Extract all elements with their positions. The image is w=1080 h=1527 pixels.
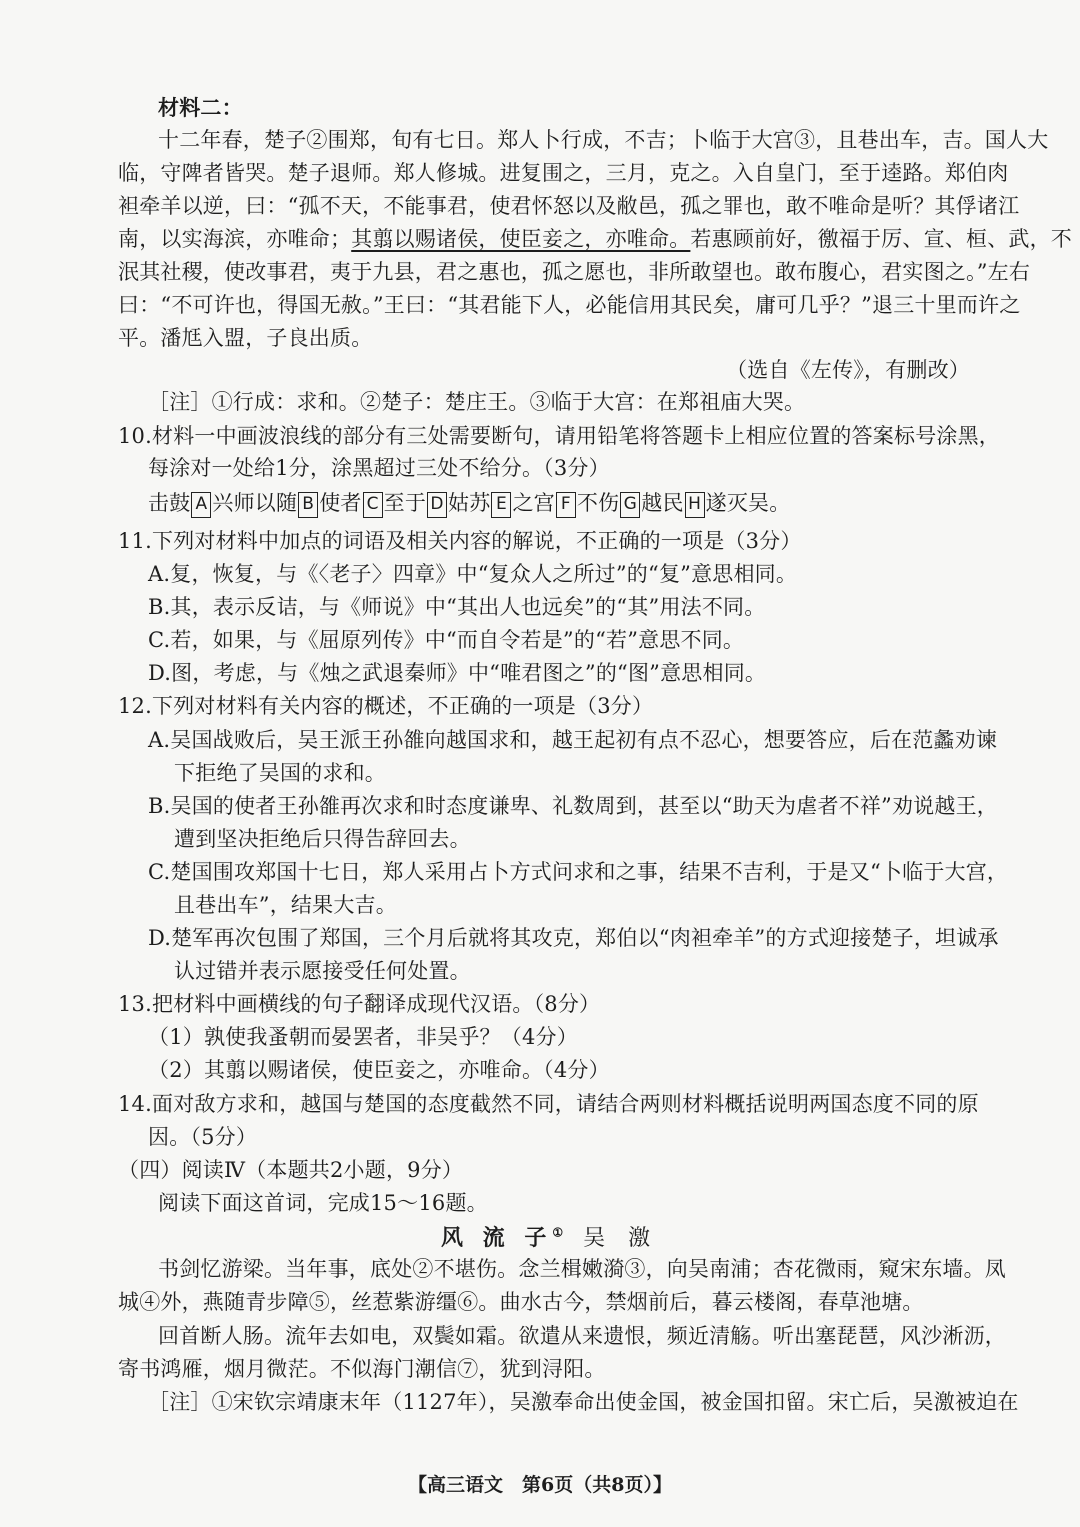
q10-label-box: D bbox=[427, 492, 447, 518]
material2-line-4-a: 南，以实海滨，亦唯命； bbox=[118, 227, 352, 251]
material2-heading: 材料二： bbox=[158, 95, 243, 120]
q13-stem: 13.把材料中画横线的句子翻译成现代汉语。（8分） bbox=[118, 992, 601, 1016]
q10-segment: 之宫 bbox=[512, 491, 555, 515]
poem-line-1: 书剑忆游梁。当年事，底处②不堪伤。念兰楫嫩漪③，向吴南浦；杏花微雨，窥宋东墙。凤 bbox=[158, 1257, 1006, 1281]
q10-label-box: F bbox=[556, 492, 576, 518]
material2-line-4-b: 若惠顾前好，徼福于厉、宣、桓、武，不 bbox=[690, 227, 1073, 251]
q12-option-b-1: B.吴国的使者王孙雒再次求和时态度谦卑、礼数周到，甚至以“助天为虐者不祥”劝说越王， bbox=[148, 794, 998, 818]
poem-line-2: 城④外，燕随青步障⑤，丝惹紫游缰⑥。曲水古今，禁烟前后，暮云楼阁，春草池塘。 bbox=[118, 1290, 924, 1314]
poem-line-3: 回首断人肠。流年去如电，双鬓如霜。欲遣从来遗恨，频近清觞。听出塞琵琶，风沙淅沥， bbox=[158, 1324, 1006, 1348]
q10-stem-1: 10.材料一中画波浪线的部分有三处需要断句，请用铅笔将答题卡上相应位置的答案标号涂黑， bbox=[118, 424, 1000, 448]
section4-heading: （四）阅读Ⅳ（本题共2小题，9分） bbox=[118, 1158, 464, 1182]
q11-option-b: B.其，表示反诘，与《师说》中“其出人也远矣”的“其”用法不同。 bbox=[148, 595, 766, 619]
poem-title bbox=[441, 1222, 658, 1254]
q10-segment: 使者 bbox=[319, 491, 362, 515]
material2-line-7: 平。潘尪入盟，子良出质。 bbox=[118, 326, 373, 350]
material2-line-5: 泯其社稷，使改事君，夷于九县，君之惠也，孤之愿也，非所敢望也。敢布腹心，君实图之。”左右 bbox=[118, 260, 1031, 284]
poem-title-note: ① bbox=[552, 1225, 570, 1240]
q13-sentence-1: （1）孰使我蚤朝而晏罢者，非吴乎？（4分） bbox=[148, 1025, 578, 1049]
q10-segment: 越民 bbox=[641, 491, 684, 515]
q12-option-c-2: 且巷出车”，结果大吉。 bbox=[174, 893, 397, 917]
q13-sentence-2: （2）其翦以赐诸侯，使臣妾之，亦唯命。（4分） bbox=[148, 1058, 610, 1082]
q10-label-box: C bbox=[363, 492, 383, 518]
q12-option-a-1: A.吴国战败后，吴王派王孙雒向越国求和，越王起初有点不忍心，想要答应，后在范蠡劝谏 bbox=[148, 728, 998, 752]
material2-line-3: 袒牵羊以逆，曰：“孤不天，不能事君，使君怀怒以及敝邑，孤之罪也，敢不唯命是听？其俘诸江 bbox=[118, 194, 1020, 218]
q10-segment: 至于 bbox=[383, 491, 427, 515]
q12-option-a-2: 下拒绝了吴国的求和。 bbox=[174, 761, 386, 785]
material2-line-1: 十二年春，楚子②围郑，旬有七日。郑人卜行成，不吉；卜临于大宫③，且巷出车，吉。国人大 bbox=[158, 128, 1049, 152]
poem-title-text: 风 流 子 bbox=[441, 1225, 553, 1251]
q10-label-box: G bbox=[620, 492, 640, 518]
q11-option-c: C.若，如果，与《屈原列传》中“而自令若是”的“若”意思不同。 bbox=[148, 628, 745, 652]
underlined-sentence: 其翦以赐诸侯，使臣妾之，亦唯命。 bbox=[351, 227, 691, 251]
q11-option-a: A.复，恢复，与《〈老子〉四章》中“复众人之所过”的“复”意思相同。 bbox=[148, 562, 798, 586]
poem-note: ［注］①宋钦宗靖康末年（1127年），吴激奉命出使金国，被金国扣留。宋亡后，吴激被迫在 bbox=[148, 1390, 1019, 1414]
material2-line-4 bbox=[118, 223, 1072, 255]
q10-label-box: A bbox=[191, 492, 211, 518]
material2-line-6: 曰：“不可许也，得国无赦。”王曰：“其君能下人，必能信用其民矣，庸可几乎？”退三十里而许之 bbox=[118, 293, 1021, 317]
section4-instruction: 阅读下面这首词，完成15～16题。 bbox=[158, 1191, 488, 1215]
q12-option-c-1: C.楚国围攻郑国十七日，郑人采用占卜方式问求和之事，结果不吉利，于是又“卜临于大宫， bbox=[148, 860, 1009, 884]
q12-option-d-1: D.楚军再次包围了郑国，三个月后就将其攻克，郑伯以“肉袒牵羊”的方式迎接楚子，坦诚承 bbox=[148, 926, 999, 950]
q14-line-1: 14.面对敌方求和，越国与楚国的态度截然不同，请结合两则材料概括说明两国态度不同的原 bbox=[118, 1092, 979, 1116]
q14-line-2: 因。（5分） bbox=[148, 1125, 258, 1149]
q10-segment: 不伤 bbox=[576, 491, 620, 515]
q11-stem: 11.下列对材料中加点的词语及相关内容的解说，不正确的一项是（3分） bbox=[118, 529, 802, 553]
q11-option-d: D.图，考虑，与《烛之武退秦师》中“唯君图之”的“图”意思相同。 bbox=[148, 661, 767, 685]
material2-source: （选自《左传》，有删改） bbox=[726, 358, 970, 382]
q10-label-box: H bbox=[685, 492, 705, 518]
q10-segment: 姑苏 bbox=[448, 491, 491, 515]
q10-segment-line bbox=[148, 487, 790, 519]
poem-line-4: 寄书鸿雁，烟月微茫。不似海门潮信⑦，犹到浔阳。 bbox=[118, 1357, 606, 1381]
q10-segment: 遂灭吴。 bbox=[705, 491, 791, 515]
material2-line-2: 临，守陴者皆哭。楚子退师。郑人修城。进复围之，三月，克之。入自皇门，至于逵路。郑伯肉 bbox=[118, 161, 1009, 185]
q10-label-box: E bbox=[491, 492, 511, 518]
q10-segment: 兴师以随 bbox=[212, 491, 298, 515]
q12-option-d-2: 认过错并表示愿接受任何处置。 bbox=[174, 959, 471, 983]
poem-author: 吴 激 bbox=[583, 1226, 659, 1251]
page-footer: 【高三语文 第6页（共8页）】 bbox=[408, 1474, 672, 1496]
material2-notes: ［注］①行成：求和。②楚子：楚庄王。③临于大宫：在郑祖庙大哭。 bbox=[148, 390, 806, 414]
q10-label-box: B bbox=[298, 492, 318, 518]
q12-stem: 12.下列对材料有关内容的概述，不正确的一项是（3分） bbox=[118, 694, 654, 718]
q10-segment: 击鼓 bbox=[148, 491, 191, 515]
q10-stem-2: 每涂对一处给1分，涂黑超过三处不给分。（3分） bbox=[148, 456, 610, 480]
q12-option-b-2: 遭到坚决拒绝后只得告辞回去。 bbox=[174, 827, 471, 851]
